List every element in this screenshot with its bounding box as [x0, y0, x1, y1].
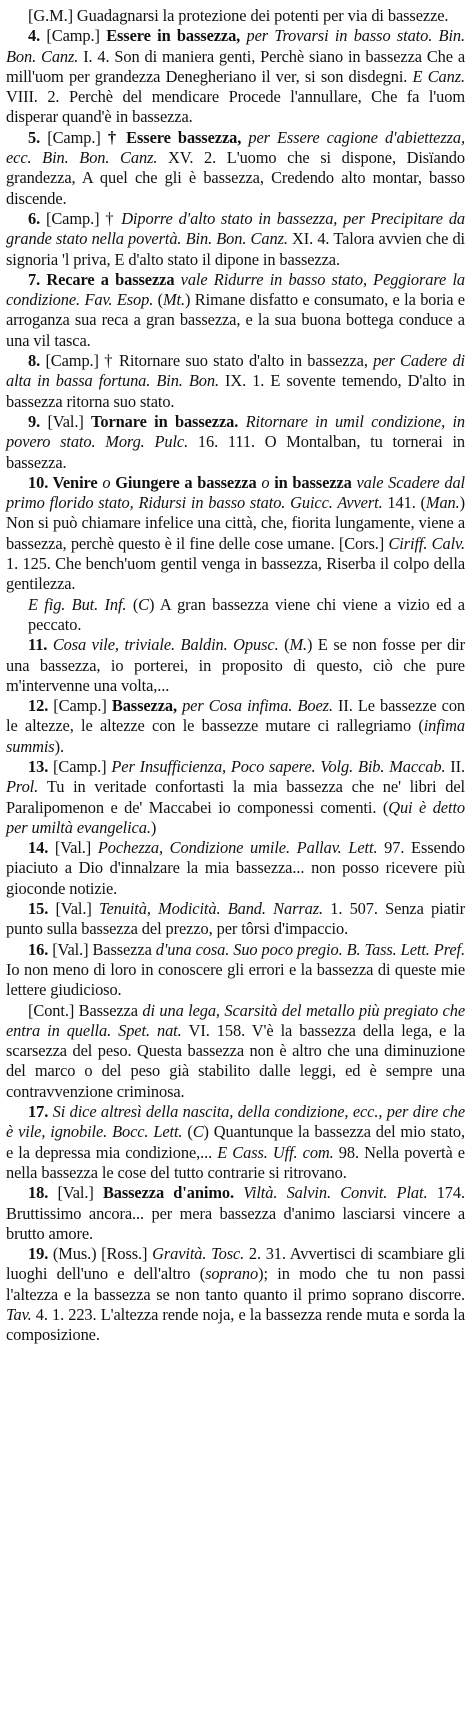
entry-italic-text: Prol. — [6, 777, 47, 797]
entry-italic-text: Tav. — [6, 1305, 36, 1324]
entry-text: I. 4. Son di maniera genti, Perchè siano in bassezza Che a mill'uom per grandezza Denegheriano il ver, si son disdegni. — [6, 46, 465, 86]
entry-italic-text: E Cass. Uff. com. — [217, 1142, 339, 1162]
entry-heading-text: 6. — [28, 208, 46, 228]
entry-heading-text: 18. — [28, 1183, 58, 1203]
entry-italic-text: o — [261, 472, 275, 492]
entry-heading-text: Bassezza, — [111, 696, 183, 716]
entry-italic-text: Per Insufficienza, Poco sapere. Volg. Bib. Maccab. — [111, 756, 451, 776]
entry-text: [Camp.] — [53, 756, 112, 776]
entry-text: ( — [132, 594, 139, 614]
dictionary-entry — [6, 1001, 465, 1102]
dictionary-entry — [6, 1102, 465, 1183]
entry-heading-text: 8. — [28, 351, 46, 371]
entry-text: 174. Bruttissimo ancora... per mera bassezza d'animo lasciarsi vincere a brutto amore. — [6, 1183, 465, 1243]
entry-italic-text: Si dice altresì della nascita, della condizione, ecc., per dire che è vile, ignobile. Bocc. Lett. — [6, 1102, 466, 1142]
entry-text: ) — [150, 817, 157, 837]
entry-heading-text: 9. — [28, 411, 48, 431]
entry-text: VIII. 2. Perchè del mendicare Procede l'annullare, Che fa l'uom disperar quand'è in bassezza. — [6, 87, 465, 127]
entry-heading-text: Giungere a bassezza — [115, 472, 262, 492]
entry-heading-text: 14. — [28, 838, 55, 858]
entry-italic-text: vale Scadere dal primo florido stato, Ridursi in basso stato. Guicc. Avvert. — [6, 472, 466, 513]
entry-heading-text: Tornare in bassezza. — [91, 411, 246, 431]
entry-text: Tu in veritade confortasti la mia bassezza che ne' libri del Paralipomenon e de' Maccabei io componessi comenti. ( — [6, 777, 465, 817]
entry-italic-text: Ciriff. Calv. — [388, 533, 465, 553]
entry-italic-text: per Essere cagione d'abiettezza, ecc. Bin. Bon. Canz. — [6, 127, 465, 168]
entry-text: ); in modo che tu non passi l'altezza e la bassezza se non tanto quanto il primo soprano discorre. — [6, 1264, 465, 1304]
entry-italic-text: di una lega, Scarsità del metallo più pregiato che entra in quella. Spet. nat. — [6, 1000, 465, 1040]
entry-text: Io non meno di loro in conoscere gli errori e la bassezza di queste mie lettere giudicioso. — [6, 959, 465, 1000]
entry-heading-text: 10. Venire — [28, 472, 103, 492]
entry-text: [Val.] — [55, 899, 99, 919]
entry-italic-text: E fig. But. Inf. — [28, 594, 133, 614]
entry-text: 1. 507. Senza piatir punto sulla bassezza del prezzo, per tôrsi d'impaccio. — [6, 899, 465, 939]
entry-text: II. — [450, 756, 466, 776]
entry-italic-text: Pochezza, Condizione umile. Pallav. Lett. — [97, 838, 385, 858]
entry-heading-text: 7. Recare a bassezza — [28, 269, 181, 289]
entry-italic-text: Diporre d'alto stato in bassezza, per Precipitare da grande stato nella povertà. Bin. Bon. Canz. — [6, 208, 466, 249]
dictionary-entry — [6, 351, 465, 412]
entry-italic-text: Ritornare in umil condizione, in povero stato. Morg. Pulc. — [6, 411, 466, 452]
entry-text: Guadagnarsi la protezione dei potenti per via di bassezze. — [76, 6, 449, 25]
entry-text: ( — [157, 290, 163, 310]
entry-text: (Mus.) [Ross.] — [52, 1244, 153, 1264]
dictionary-entry — [6, 209, 465, 270]
entry-text: ) A gran bassezza viene chi viene a vizio ed a peccato. — [28, 594, 465, 634]
entry-text: [Camp.] † — [45, 208, 122, 228]
entry-text: ) Rimane disfatto e consumato, e la boria e arroganza sua reca a gran bassezza, e la sua buona bottega conduce a una vil tasca. — [6, 290, 465, 350]
entry-italic-text: M. — [289, 635, 308, 655]
entry-italic-text: C — [138, 594, 150, 614]
entry-text: 16. 111. O Montalban, tu tornerai in bassezza. — [6, 432, 465, 472]
entry-text: ( — [187, 1122, 193, 1142]
entry-italic-text: C — [192, 1122, 204, 1142]
dictionary-entry — [6, 696, 465, 757]
dictionary-entry — [6, 899, 465, 940]
entry-text: XV. 2. L'uomo che si dispone, Disïando grandezza, A quel che gli è bassezza, Credendo alto montar, basso discende. — [6, 148, 465, 208]
entry-text: [Val.] — [54, 838, 98, 858]
entry-italic-text: per Trovarsi in basso stato. Bin. Bon. Canz. — [6, 26, 465, 66]
entry-heading-text: † Essere bassezza, — [107, 127, 249, 147]
entry-text: [Camp.] — [47, 127, 108, 147]
entry-italic-text: Gravità. Tosc. — [152, 1244, 249, 1264]
entry-italic-text: per Cosa infima. Boez. — [182, 696, 339, 716]
entry-heading-text: 5. — [28, 127, 48, 147]
dictionary-entry — [6, 26, 465, 127]
entry-text: ( — [284, 635, 290, 655]
dictionary-entry — [6, 1183, 465, 1244]
dictionary-entry — [6, 412, 465, 473]
entry-text: [Cont.] Bassezza — [28, 1000, 143, 1020]
entry-text: Ritornare suo stato d'alto in bassezza, — [119, 351, 374, 371]
entry-italic-text: Cosa vile, triviale. Baldin. Opusc. — [52, 635, 285, 655]
entry-text: [G.M.] — [28, 6, 77, 25]
entry-italic-text: o — [102, 472, 116, 492]
dictionary-entry — [6, 838, 465, 899]
entry-italic-text: Viltà. Salvin. Convit. Plat. — [243, 1183, 437, 1203]
dictionary-entry — [6, 635, 465, 696]
entry-text: 2. 31. Avvertisci di scambiare gli luoghi dell'uno e dell'altro ( — [6, 1244, 465, 1284]
entry-italic-text: Man. — [425, 493, 460, 513]
entry-text: 4. 1. 223. L'altezza rende noja, e la bassezza rende muta e sorda la composizione. — [6, 1305, 465, 1345]
entry-text: II. Le bassezze con le altezze, le altezze con le bassezze mutare ci rallegriamo ( — [6, 696, 466, 736]
entry-heading-text: 16. — [28, 939, 53, 959]
entry-text: 1. 125. Che bench'uom gentil venga in bassezza, Riserba il colpo della gentilezza. — [6, 554, 465, 594]
dictionary-entry — [6, 6, 465, 26]
entry-text: 98. Nella povertà e nella bassezza le cose del tutto contrarie si ritrovano. — [6, 1142, 465, 1182]
entry-text: [Camp.] — [53, 696, 112, 716]
entry-italic-text: vale Ridurre in basso stato, Peggiorare la condizione. Fav. Esop. — [6, 269, 465, 310]
entry-heading-text: 17. — [28, 1102, 53, 1122]
entry-text: IX. 1. E sovente temendo, D'alto in bassezza ritorna suo stato. — [6, 371, 465, 411]
entry-continuation — [6, 595, 465, 636]
entry-italic-text: soprano — [205, 1264, 259, 1284]
entry-text: [Camp.] † — [45, 351, 120, 371]
entry-text: [Val.] — [47, 411, 92, 431]
entry-heading-text: Essere in bassezza, — [106, 26, 247, 46]
entry-italic-text: per Cadere di alta in bassa fortuna. Bin. Bon. — [6, 351, 465, 391]
dictionary-entry — [6, 940, 465, 1001]
entry-text: ). — [54, 736, 64, 756]
dictionary-entry — [6, 128, 465, 209]
entry-italic-text: d'una cosa. Suo poco pregio. B. Tass. Lett. Pref. — [155, 939, 465, 959]
dictionary-entry — [6, 757, 465, 838]
entry-heading-text: Bassezza d'animo. — [102, 1183, 244, 1203]
dictionary-entry — [6, 1244, 465, 1345]
entry-text: 141. ( — [387, 493, 426, 513]
entry-text: [Val.] Bassezza — [52, 939, 156, 959]
entry-italic-text: Qui è detto per umiltà evangelica. — [6, 797, 465, 837]
entry-text: ) Non si può chiamare infelice una città, che, fiorita lungamente, viene a bassezza, perchè questo è il fine delle cose umane. [Cors.] — [6, 493, 466, 553]
entry-text: ) E se non fosse per dir una bassezza, io porterei, in proposito di questo, ciò che pure m'intervenne una volta,... — [6, 635, 465, 695]
entry-text: XI. 4. Talora avvien che di signoria 'l priva, E d'alto stato il dipone in bassezza. — [6, 229, 465, 269]
entry-italic-text: E Canz. — [412, 66, 465, 86]
dictionary-entry — [6, 270, 465, 351]
entry-heading-text: 15. — [28, 899, 56, 919]
entry-heading-text: 12. — [28, 696, 54, 716]
entry-italic-text: Tenuità, Modicità. Band. Narraz. — [98, 899, 331, 919]
entry-heading-text: 13. — [28, 756, 54, 776]
entry-heading-text: in bassezza — [274, 472, 357, 492]
entry-text: 97. Essendo piaciuto a Dio d'innalzare la mia bassezza... non posso ricevere più gioconde notizie. — [6, 838, 465, 898]
entry-italic-text: Mt. — [163, 290, 186, 310]
entry-heading-text: 11. — [28, 635, 53, 655]
entry-text: ) Quantunque la bassezza del mio stato, e la depressa mia condizione,... — [6, 1122, 465, 1162]
entry-heading-text: 4. — [28, 26, 47, 46]
entry-italic-text: infima summis — [6, 716, 465, 756]
dictionary-entry — [6, 473, 465, 595]
entry-text: [Camp.] — [46, 26, 107, 46]
entry-heading-text: 19. — [28, 1244, 53, 1264]
entry-text: [Val.] — [57, 1183, 103, 1203]
entry-text: VI. 158. V'è la bassezza della lega, e la scarsezza del peso. Questa bassezza non è altro che una diminuzione del marco o del peso già stabilito dalle leggi, ed è sempre una contravvenzione criminosa. — [6, 1020, 465, 1101]
